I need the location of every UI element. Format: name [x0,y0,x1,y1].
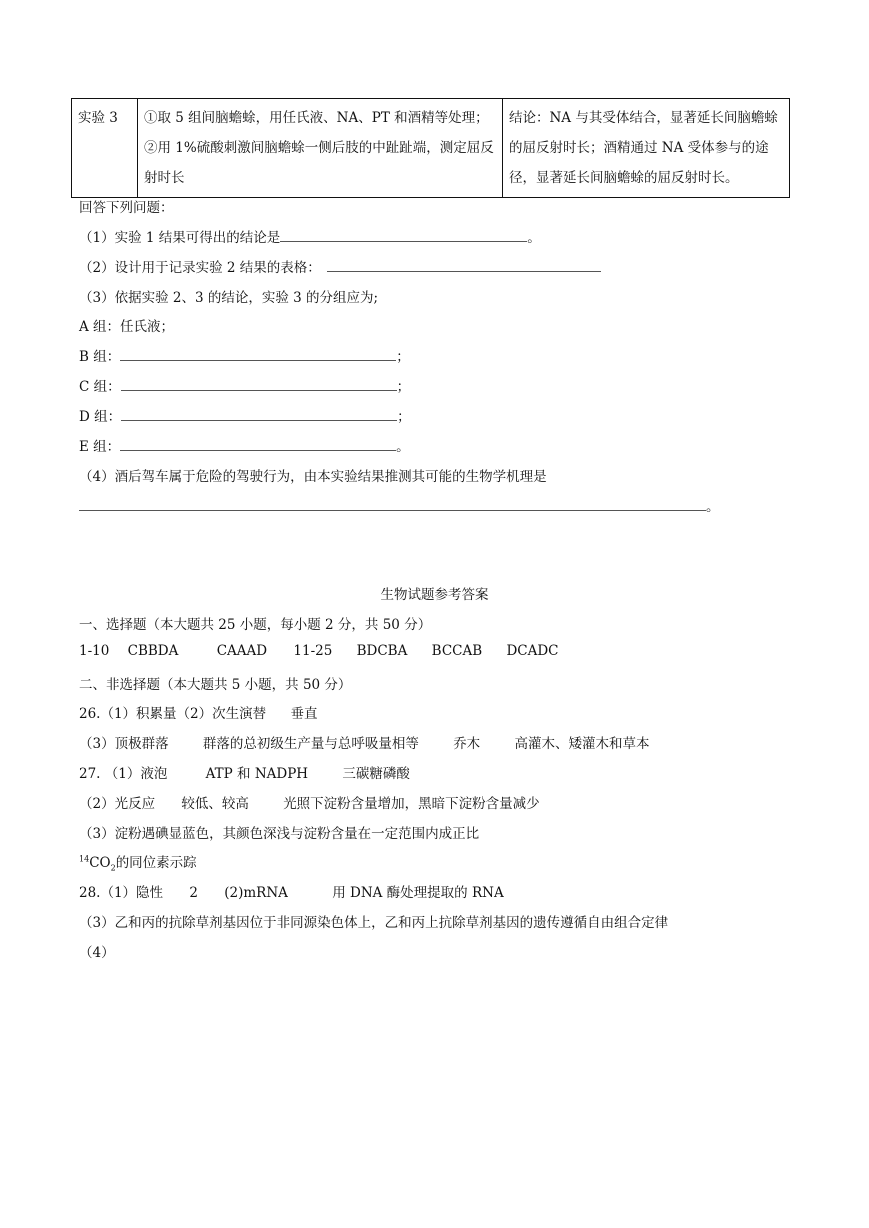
answer-blank [120,438,396,451]
group-c [79,375,410,395]
question-1 [79,226,541,246]
table-cell-conclusion: 结论：NA 与其受体结合，显著延长间脑蟾蜍的屈反射时长；酒精通过 NA 受体参与的途径，显著延长间脑蟾蜍的屈反射时长。 [503,99,790,198]
question-2 [79,256,601,276]
answer-segment: 2 [189,885,198,901]
answer-28-part-4: （4） [79,945,115,961]
question-4: （4）酒后驾车属于危险的驾驶行为，由本实验结果推测其可能的生物学机理是 [79,469,547,485]
answer-26-part-3 [79,732,649,752]
question-4-end: 。 [706,499,720,515]
group-c-label: C 组： [79,379,121,395]
answer-blank [327,259,601,272]
answer-28-part-3: （3）乙和丙的抗除草剂基因位于非同源染色体上，乙和丙上抗除草剂基因的遗传遵循自由组合定律 [79,915,669,931]
mc-range-1: 1-10 [79,643,110,659]
answer-26-text-b: 垂直 [290,706,318,722]
answer-segment: 用 DNA 酶处理提取的 RNA [332,885,504,901]
answer-blank [280,229,527,242]
question-1-end: 。 [527,230,541,246]
table-row [72,99,790,198]
answer-blank [120,348,396,361]
isotope-superscript: 14 [79,854,90,864]
table-cell-label: 实验 3 [72,99,138,198]
group-b [79,345,410,365]
group-e [79,435,410,455]
mc-group-1: CBBDA [127,643,179,659]
group-b-end: ； [396,349,410,365]
answer-segment: 较低、较高 [181,796,249,812]
questions-intro: 回答下列问题： [79,200,174,216]
mc-group-3: BDCBA [356,643,408,659]
group-d [79,405,411,425]
question-1-text: （1）实验 1 结果可得出的结论是 [79,230,281,246]
answer-segment: (2)mRNA [224,885,288,901]
mc-group-4: BCCAB [431,643,483,659]
answers-title: 生物试题参考答案 [380,587,489,603]
answer-segment: 群落的总初级生产量与总呼吸量相等 [202,736,419,752]
answer-27-isotope [79,851,197,873]
isotope-formula: CO [89,855,111,871]
answer-blank [121,408,397,421]
answer-28-part-1 [79,881,504,901]
isotope-text: 的同位素示踪 [115,855,197,871]
group-d-label: D 组： [79,409,122,425]
experiment-table [71,98,790,198]
answer-26-text: 26.（1）积累量（2）次生演替 [79,706,267,722]
mc-group-5: DCADC [506,643,559,659]
group-b-label: B 组： [79,349,121,365]
answer-segment: ATP 和 NADPH [205,766,309,782]
question-3: （3）依据实验 2、3 的结论，实验 3 的分组应为; [79,290,379,306]
group-e-end: 。 [396,439,410,455]
question-4-answer-line [79,495,720,515]
answer-segment: 乔木 [453,736,481,752]
question-2-text: （2）设计用于记录实验 2 结果的表格： [79,260,321,276]
answer-segment: 三碳糖磷酸 [342,766,410,782]
answer-segment: （3）顶极群落 [79,736,169,752]
answer-blank [121,378,397,391]
answer-segment: 27. （1）液泡 [79,766,168,782]
section-2-heading: 二、非选择题（本大题共 5 小题，共 50 分） [79,677,352,693]
group-c-end: ； [396,379,411,395]
answer-segment: （2）光反应 [79,796,156,812]
mc-range-2: 11-25 [293,643,333,659]
table-cell-method: ①取 5 组间脑蟾蜍，用任氏液、NA、PT 和酒精等处理；②用 1%硫酸刺激间脑蟾蜍一侧后肢的中趾趾端，测定屈反射时长 [138,99,503,198]
answer-27-part-3: （3）淀粉遇碘显蓝色，其颜色深浅与淀粉含量在一定范围内成正比 [79,826,480,842]
answer-segment: 28.（1）隐性 [79,885,164,901]
answer-segment: 高灌木、矮灌木和草本 [514,736,650,752]
section-1-heading: 一、选择题（本大题共 25 小题，每小题 2 分，共 50 分） [79,617,432,633]
isotope-subscript: 2 [110,863,116,873]
answer-blank [79,498,706,511]
group-e-label: E 组： [79,439,121,455]
answer-segment: 光照下淀粉含量增加，黑暗下淀粉含量减少 [283,796,540,812]
answer-27-part-1 [79,762,410,782]
group-a: A 组：任氏液； [79,319,175,335]
group-d-end: ； [397,409,411,425]
mc-group-2: CAAAD [216,643,268,659]
answer-27-part-2 [79,792,540,812]
answer-26-part-1 [79,702,317,722]
mc-answers [79,643,559,659]
